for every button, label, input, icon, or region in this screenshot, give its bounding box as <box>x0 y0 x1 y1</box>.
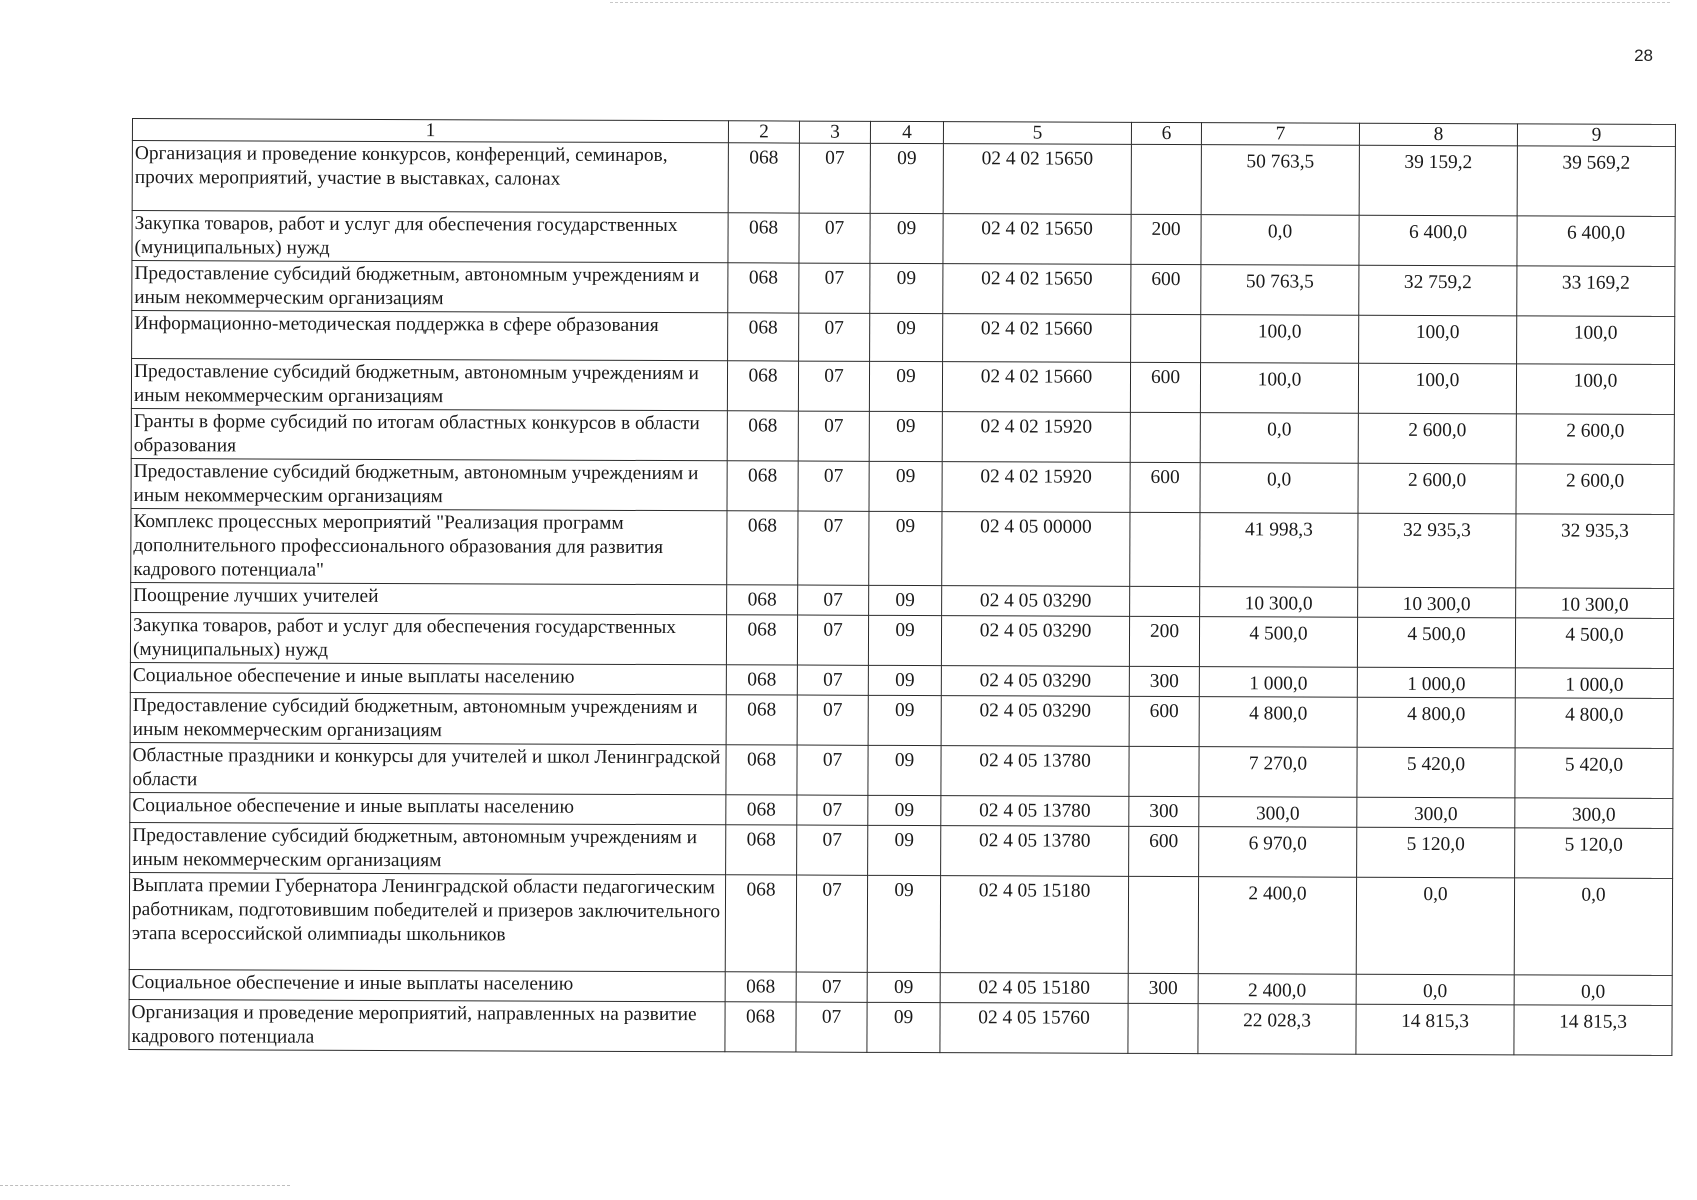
row-amount-cell: 32 935,3 <box>1358 513 1516 588</box>
row-code-cell: 07 <box>799 313 870 361</box>
column-header: 1 <box>132 119 728 143</box>
column-header: 7 <box>1201 123 1359 146</box>
row-code-cell: 300 <box>1128 973 1198 1003</box>
row-code-cell: 068 <box>726 665 797 695</box>
scan-bottom-edge-line <box>0 1185 290 1186</box>
row-name-cell: Предоставление субсидий бюджетным, автономным учреждениям и иным некоммерческим организациям <box>130 822 726 874</box>
row-code-cell: 300 <box>1129 796 1199 826</box>
row-amount-cell: 1 000,0 <box>1515 668 1673 699</box>
row-code-cell: 09 <box>870 263 943 313</box>
row-amount-cell: 5 120,0 <box>1357 827 1515 878</box>
table-body <box>129 141 1675 1056</box>
column-header: 6 <box>1131 122 1201 144</box>
row-code-cell: 02 4 05 03290 <box>941 616 1129 667</box>
row-code-cell: 09 <box>868 665 941 695</box>
row-amount-cell: 0,0 <box>1200 413 1358 464</box>
row-code-cell: 300 <box>1129 666 1199 696</box>
row-code-cell: 07 <box>798 461 869 511</box>
row-code-cell: 068 <box>725 1002 796 1052</box>
row-code-cell: 09 <box>867 972 940 1002</box>
row-code-cell: 068 <box>727 461 798 511</box>
row-name-cell: Предоставление субсидий бюджетным, автономным учреждениям и иным некоммерческим организациям <box>131 359 727 411</box>
budget-table <box>128 118 1676 1056</box>
row-code-cell: 09 <box>868 795 941 825</box>
row-amount-cell: 4 800,0 <box>1199 697 1357 748</box>
row-code-cell <box>1130 586 1200 616</box>
row-amount-cell: 39 159,2 <box>1359 145 1517 216</box>
row-code-cell: 09 <box>869 511 942 585</box>
row-code-cell: 02 4 05 03290 <box>941 696 1129 747</box>
row-name-cell: Комплекс процессных мероприятий "Реализация программ дополнительного профессионального образования для развития кадрового потенциала" <box>131 508 727 584</box>
row-amount-cell: 2 600,0 <box>1516 464 1674 515</box>
row-amount-cell: 1 000,0 <box>1199 667 1357 698</box>
row-code-cell: 07 <box>797 795 868 825</box>
row-code-cell: 02 4 02 15920 <box>942 462 1130 513</box>
row-code-cell: 07 <box>798 585 869 615</box>
row-amount-cell: 2 400,0 <box>1198 974 1356 1005</box>
row-code-cell: 07 <box>798 411 869 461</box>
row-amount-cell: 300,0 <box>1515 798 1673 829</box>
row-code-cell: 09 <box>867 1002 940 1052</box>
row-name-cell: Социальное обеспечение и иные выплаты населению <box>130 662 726 694</box>
row-code-cell: 600 <box>1130 362 1200 412</box>
table-row <box>131 359 1674 415</box>
row-amount-cell: 5 120,0 <box>1515 828 1673 879</box>
row-code-cell: 068 <box>728 143 799 213</box>
row-code-cell: 09 <box>870 143 943 213</box>
row-amount-cell: 14 815,3 <box>1514 1005 1672 1056</box>
row-code-cell: 02 4 02 15650 <box>943 144 1131 215</box>
table-row <box>131 408 1674 464</box>
row-code-cell: 068 <box>725 972 796 1002</box>
row-amount-cell: 4 500,0 <box>1515 618 1673 669</box>
row-code-cell: 09 <box>869 585 942 615</box>
row-code-cell: 200 <box>1129 616 1199 666</box>
table-row <box>130 742 1673 798</box>
row-name-cell: Закупка товаров, работ и услуг для обеспечения государственных (муниципальных) нужд <box>132 211 728 263</box>
row-amount-cell: 5 420,0 <box>1515 748 1673 799</box>
row-code-cell: 02 4 02 15920 <box>942 412 1130 463</box>
row-name-cell: Предоставление субсидий бюджетным, автономным учреждениям и иным некоммерческим организациям <box>130 692 726 744</box>
row-code-cell: 068 <box>726 615 797 665</box>
row-amount-cell: 100,0 <box>1201 315 1359 364</box>
table-row <box>132 141 1675 217</box>
row-code-cell: 02 4 05 13780 <box>941 826 1129 877</box>
row-amount-cell: 100,0 <box>1517 316 1675 365</box>
row-code-cell: 600 <box>1129 826 1199 876</box>
row-code-cell: 09 <box>870 213 943 263</box>
row-amount-cell: 50 763,5 <box>1201 145 1359 216</box>
row-code-cell <box>1130 512 1200 586</box>
column-header: 2 <box>728 121 799 143</box>
row-amount-cell: 22 028,3 <box>1198 1004 1356 1055</box>
row-name-cell: Поощрение лучших учителей <box>131 582 727 614</box>
row-amount-cell: 6 400,0 <box>1517 216 1675 267</box>
row-code-cell: 02 4 02 15660 <box>942 362 1130 413</box>
row-code-cell: 068 <box>726 795 797 825</box>
row-amount-cell: 33 169,2 <box>1517 266 1675 317</box>
row-amount-cell: 4 800,0 <box>1357 697 1515 748</box>
row-code-cell: 600 <box>1131 264 1201 314</box>
row-name-cell: Закупка товаров, работ и услуг для обеспечения государственных (муниципальных) нужд <box>130 612 726 664</box>
row-amount-cell: 10 300,0 <box>1516 588 1674 619</box>
row-code-cell: 068 <box>726 825 797 875</box>
row-amount-cell: 100,0 <box>1358 363 1516 414</box>
row-code-cell: 600 <box>1129 696 1199 746</box>
row-name-cell: Выплата премии Губернатора Ленинградской области педагогическим работникам, подготовившим победителей и призеров заключительного этапа всероссийской олимпиады школьников <box>129 872 725 971</box>
row-code-cell: 068 <box>726 695 797 745</box>
row-code-cell: 07 <box>798 511 869 585</box>
row-code-cell: 02 4 05 15180 <box>940 876 1128 974</box>
row-amount-cell: 10 300,0 <box>1358 587 1516 618</box>
table-row <box>131 508 1674 588</box>
row-code-cell: 068 <box>727 411 798 461</box>
row-amount-cell: 100,0 <box>1359 315 1517 364</box>
column-header: 3 <box>799 121 870 143</box>
row-amount-cell: 300,0 <box>1357 797 1515 828</box>
row-code-cell: 07 <box>797 615 868 665</box>
row-code-cell <box>1129 746 1199 796</box>
table-row <box>132 211 1675 267</box>
row-amount-cell: 300,0 <box>1199 797 1357 828</box>
row-name-cell: Социальное обеспечение и иные выплаты населению <box>130 792 726 824</box>
row-amount-cell: 32 935,3 <box>1516 514 1674 589</box>
row-code-cell: 068 <box>726 745 797 795</box>
row-amount-cell: 7 270,0 <box>1199 747 1357 798</box>
table-row <box>130 822 1673 878</box>
row-code-cell <box>1131 314 1201 362</box>
row-code-cell: 09 <box>868 825 941 875</box>
row-amount-cell: 6 970,0 <box>1199 827 1357 878</box>
table-row <box>130 692 1673 748</box>
row-amount-cell: 4 500,0 <box>1357 617 1515 668</box>
row-code-cell: 09 <box>868 615 941 665</box>
row-amount-cell: 2 400,0 <box>1198 877 1356 975</box>
table-row <box>132 261 1675 317</box>
row-code-cell: 200 <box>1131 214 1201 264</box>
row-name-cell: Информационно-методическая поддержка в сфере образования <box>132 311 728 361</box>
row-code-cell: 02 4 02 15660 <box>943 314 1131 363</box>
row-amount-cell: 14 815,3 <box>1356 1004 1514 1055</box>
column-header: 5 <box>943 122 1131 145</box>
table-row <box>129 999 1672 1055</box>
row-code-cell: 07 <box>796 875 867 972</box>
row-code-cell: 09 <box>868 745 941 795</box>
row-code-cell: 07 <box>797 695 868 745</box>
row-code-cell: 068 <box>728 313 799 361</box>
row-code-cell: 07 <box>798 361 869 411</box>
row-code-cell: 02 4 05 15760 <box>940 1003 1128 1054</box>
row-amount-cell: 0,0 <box>1356 877 1514 975</box>
row-amount-cell: 0,0 <box>1356 974 1514 1005</box>
row-code-cell: 09 <box>870 313 943 361</box>
row-code-cell: 09 <box>868 695 941 745</box>
row-amount-cell: 2 600,0 <box>1516 414 1674 465</box>
row-code-cell: 07 <box>799 143 870 213</box>
row-amount-cell: 32 759,2 <box>1359 265 1517 316</box>
row-code-cell: 07 <box>797 825 868 875</box>
row-code-cell: 068 <box>727 585 798 615</box>
row-amount-cell: 6 400,0 <box>1359 215 1517 266</box>
row-code-cell: 02 4 05 13780 <box>941 746 1129 797</box>
row-code-cell: 02 4 05 13780 <box>941 796 1129 827</box>
row-code-cell: 068 <box>727 361 798 411</box>
row-amount-cell: 0,0 <box>1201 215 1359 266</box>
row-code-cell: 068 <box>725 875 796 972</box>
page-number: 28 <box>1634 46 1653 65</box>
row-code-cell: 07 <box>796 1002 867 1052</box>
row-code-cell: 07 <box>797 745 868 795</box>
row-code-cell: 600 <box>1130 462 1200 512</box>
row-amount-cell: 10 300,0 <box>1200 587 1358 618</box>
row-code-cell: 09 <box>869 461 942 511</box>
row-amount-cell: 1 000,0 <box>1357 667 1515 698</box>
row-code-cell: 02 4 05 03290 <box>941 666 1129 697</box>
row-code-cell <box>1131 144 1201 214</box>
row-amount-cell: 4 500,0 <box>1199 617 1357 668</box>
row-amount-cell: 2 600,0 <box>1358 463 1516 514</box>
row-code-cell: 09 <box>869 411 942 461</box>
row-code-cell: 068 <box>728 213 799 263</box>
row-amount-cell: 0,0 <box>1200 463 1358 514</box>
row-amount-cell: 0,0 <box>1514 975 1672 1006</box>
row-amount-cell: 2 600,0 <box>1358 413 1516 464</box>
row-code-cell: 02 4 05 03290 <box>942 586 1130 617</box>
row-name-cell: Предоставление субсидий бюджетным, автономным учреждениям и иным некоммерческим организациям <box>132 261 728 313</box>
column-header: 4 <box>870 121 943 143</box>
row-amount-cell: 41 998,3 <box>1200 513 1358 588</box>
row-amount-cell: 0,0 <box>1514 878 1672 976</box>
row-code-cell: 02 4 02 15650 <box>943 214 1131 265</box>
row-amount-cell: 4 800,0 <box>1515 698 1673 749</box>
row-name-cell: Организация и проведение конкурсов, конференций, семинаров, прочих мероприятий, участие в выставках, салонах <box>132 141 728 213</box>
row-code-cell: 02 4 05 00000 <box>942 512 1130 587</box>
column-header: 8 <box>1359 123 1517 146</box>
row-code-cell <box>1128 876 1198 973</box>
row-name-cell: Социальное обеспечение и иные выплаты населению <box>129 969 725 1001</box>
row-code-cell: 07 <box>799 213 870 263</box>
row-code-cell: 09 <box>869 361 942 411</box>
row-amount-cell: 5 420,0 <box>1357 747 1515 798</box>
row-name-cell: Областные праздники и конкурсы для учителей и школ Ленинградской области <box>130 742 726 794</box>
row-code-cell: 07 <box>796 972 867 1002</box>
row-code-cell: 02 4 02 15650 <box>943 264 1131 315</box>
row-amount-cell: 100,0 <box>1200 363 1358 414</box>
row-name-cell: Предоставление субсидий бюджетным, автономным учреждениям и иным некоммерческим организациям <box>131 458 727 510</box>
row-code-cell: 068 <box>727 511 798 585</box>
row-code-cell: 02 4 05 15180 <box>940 973 1128 1004</box>
row-code-cell: 09 <box>867 875 940 972</box>
table-row <box>130 612 1673 668</box>
scan-top-edge-line <box>610 2 1670 3</box>
row-amount-cell: 39 569,2 <box>1517 146 1675 217</box>
row-name-cell: Гранты в форме субсидий по итогам областных конкурсов в области образования <box>131 408 727 460</box>
row-name-cell: Организация и проведение мероприятий, направленных на развитие кадрового потенциала <box>129 999 725 1051</box>
row-code-cell <box>1128 1003 1198 1053</box>
row-code-cell: 068 <box>728 263 799 313</box>
row-amount-cell: 50 763,5 <box>1201 265 1359 316</box>
row-code-cell: 07 <box>797 665 868 695</box>
column-header: 9 <box>1517 124 1675 147</box>
table-row <box>131 458 1674 514</box>
row-amount-cell: 100,0 <box>1516 364 1674 415</box>
table-row <box>132 311 1675 365</box>
row-code-cell: 07 <box>799 263 870 313</box>
table-row <box>129 872 1672 975</box>
row-code-cell <box>1130 412 1200 462</box>
